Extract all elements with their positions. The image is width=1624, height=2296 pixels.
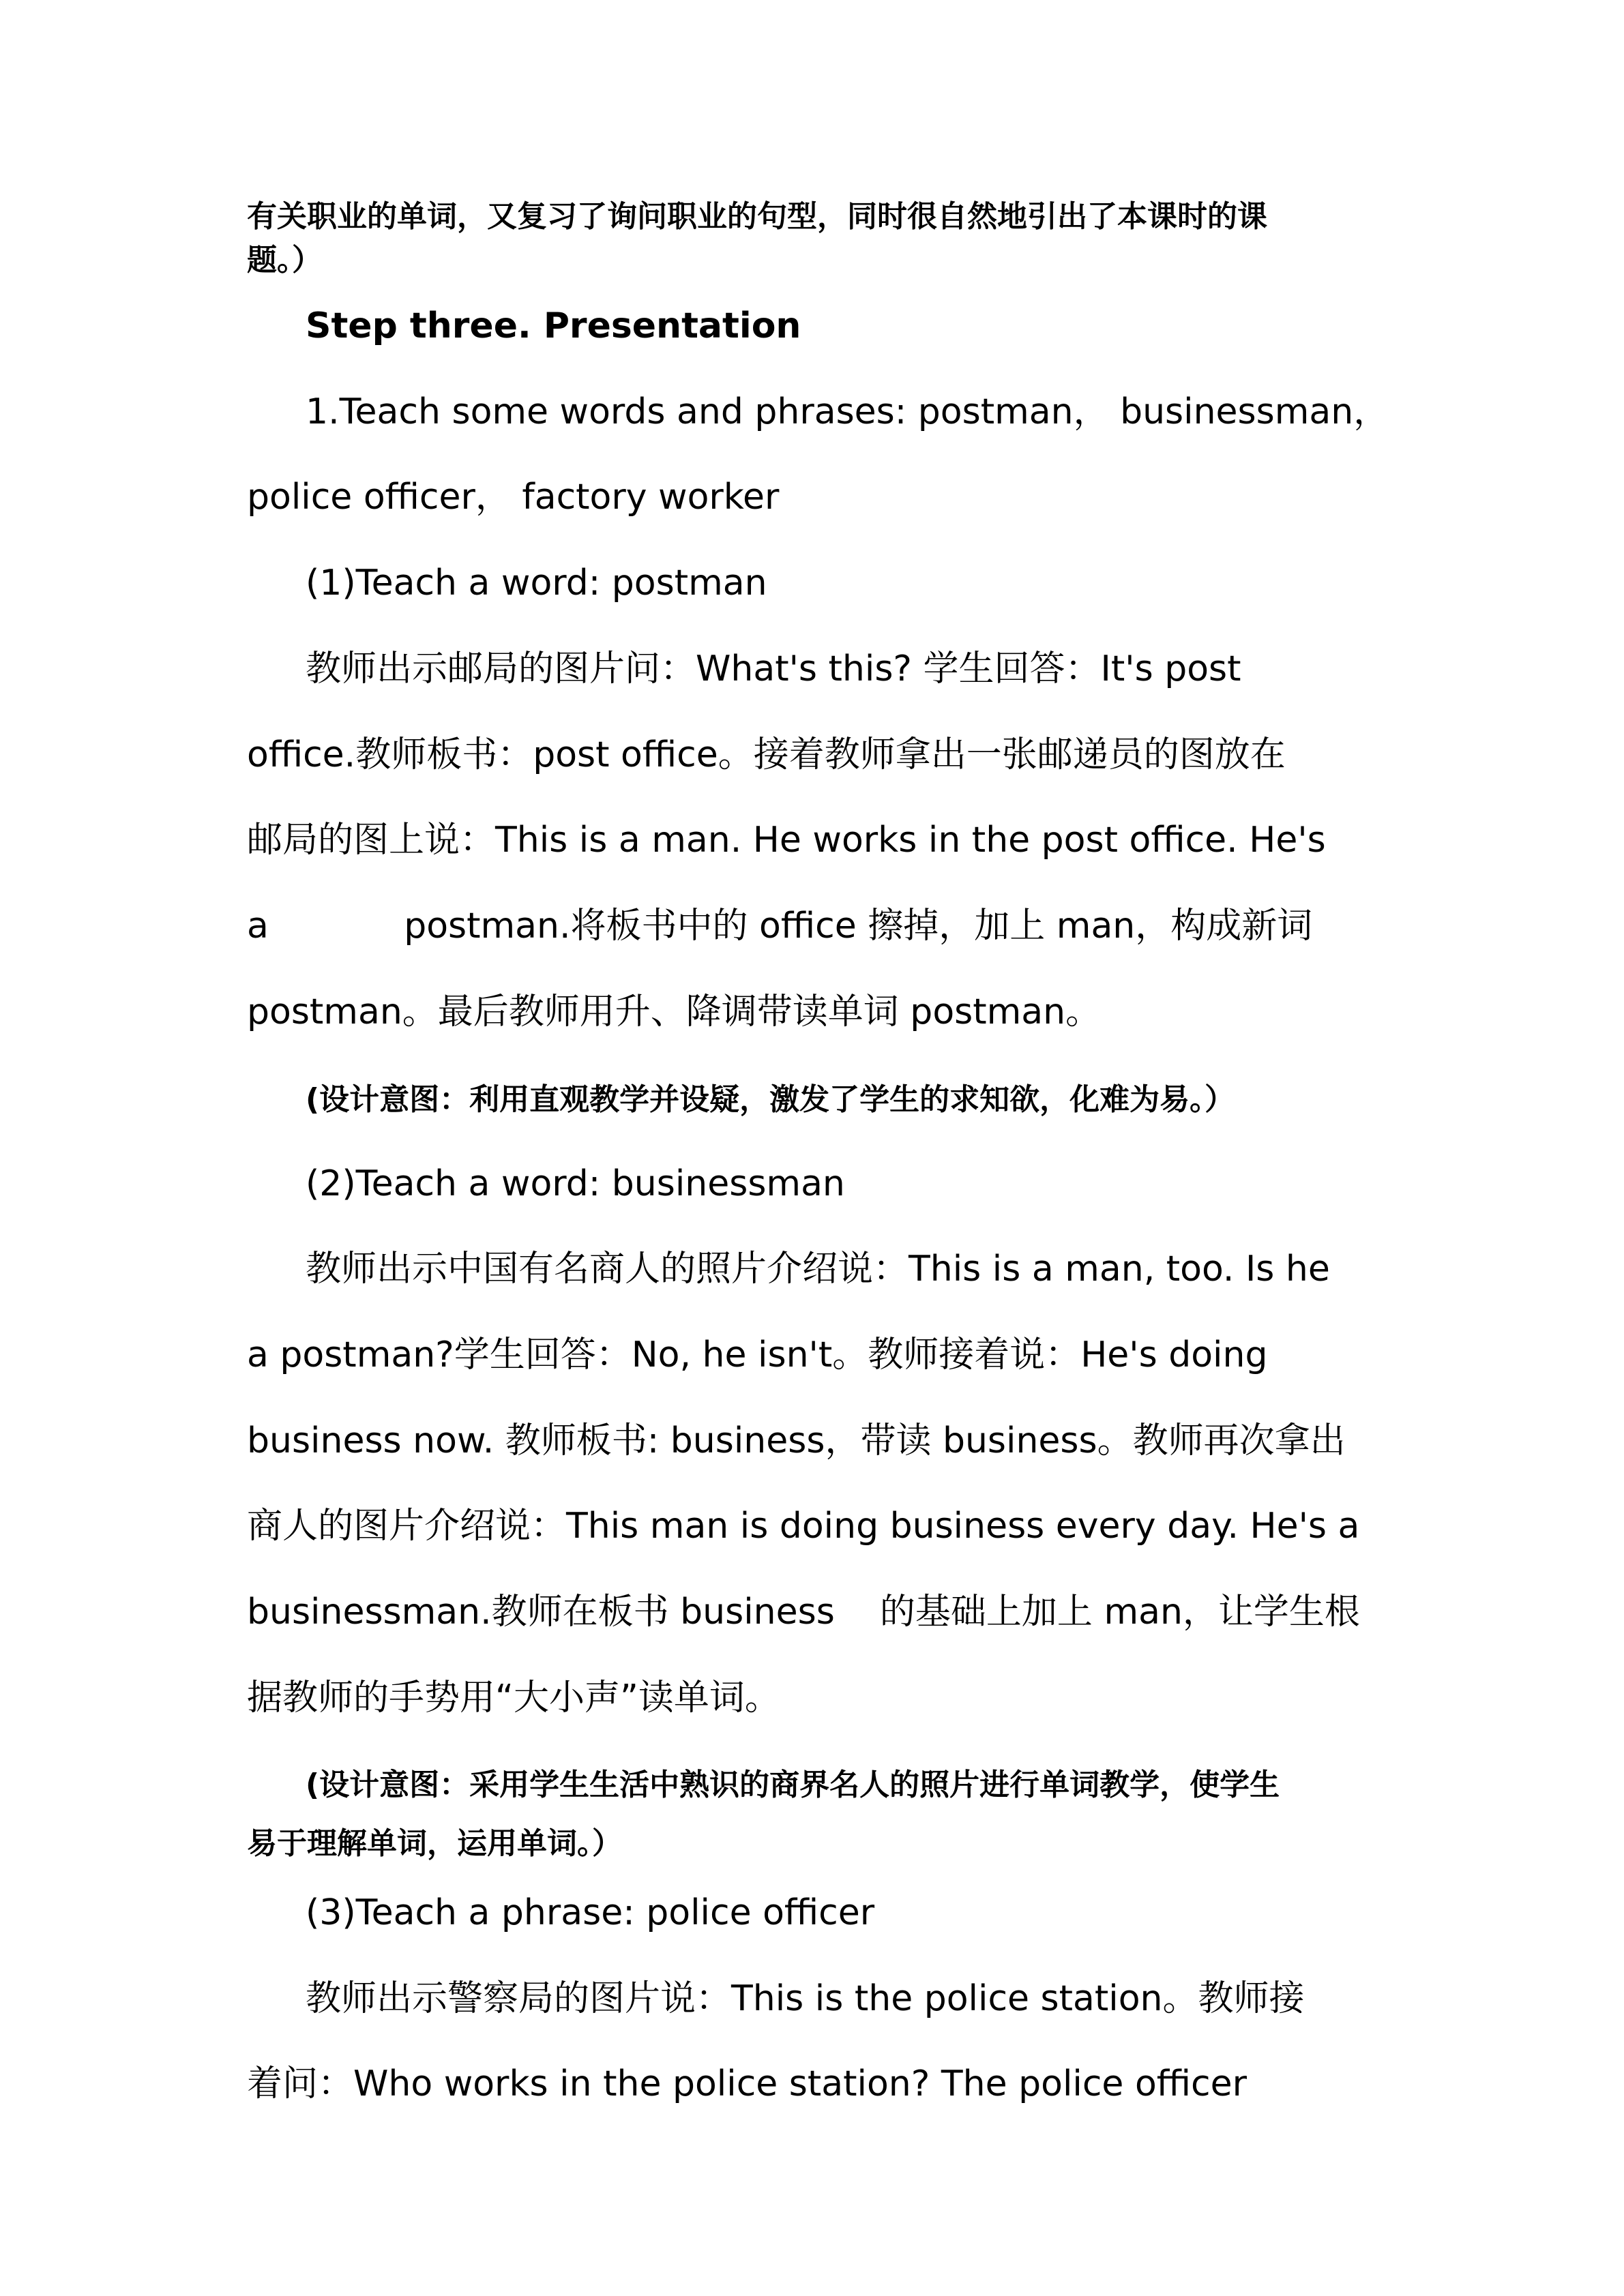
design-note-1: (设计意图：利用直观教学并设疑，激发了学生的求知欲，化难为易。） <box>306 1082 1235 1117</box>
body-line-23: 着问：Who works in the police station? The police officer <box>247 2063 1247 2104</box>
body-line-18: 据教师的手势用“大小声”读单词。 <box>247 1678 780 1718</box>
design-note-2b: 易于理解单词，运用单词。） <box>247 1826 622 1861</box>
subheading-businessman: (2)Teach a word: businessman <box>306 1163 845 1204</box>
body-line-15: business now. 教师板书: business，带读 business。教师再次拿出 <box>247 1420 1346 1461</box>
body-line-10: postman。最后教师用升、降调带读单词 postman。 <box>247 992 1102 1032</box>
body-line-22: 教师出示警察局的图片说：This is the police station。教师接 <box>306 1978 1305 2019</box>
body-line-8: 邮局的图上说：This is a man. He works in the post office. He's <box>247 820 1326 861</box>
body-line-16: 商人的图片介绍说：This man is doing business every day. He's a <box>247 1506 1360 1547</box>
body-line-14: a postman?学生回答：No, he isn't。教师接着说：He's doing <box>247 1335 1268 1375</box>
design-note-2a: (设计意图：采用学生生活中熟识的商界名人的照片进行单词教学，使学生 <box>306 1768 1280 1802</box>
body-line-6: 教师出示邮局的图片问：What's this? 学生回答：It's post <box>306 648 1241 689</box>
subheading-police-officer: (3)Teach a phrase: police officer <box>306 1892 875 1933</box>
subheading-postman: (1)Teach a word: postman <box>306 563 767 603</box>
body-line-3: 1.Teach some words and phrases: postman， businessman， <box>306 391 1389 432</box>
body-line-9: a postman.将板书中的 office 擦掉，加上 man，构成新词 <box>247 906 1313 946</box>
body-line-4: police officer， factory worker <box>247 477 780 518</box>
note-line-1: 有关职业的单词，又复习了询问职业的句型，同时很自然地引出了本课时的课 <box>247 199 1267 234</box>
body-line-13: 教师出示中国有名商人的照片介绍说：This is a man, too. Is he <box>306 1249 1330 1289</box>
note-line-2: 题。） <box>247 243 322 278</box>
body-line-7: office.教师板书：post office。接着教师拿出一张邮递员的图放在 <box>247 734 1286 775</box>
body-line-17: businessman.教师在板书 business 的基础上加上 man，让学生根 <box>247 1592 1360 1632</box>
section-heading: Step three. Presentation <box>306 305 801 346</box>
